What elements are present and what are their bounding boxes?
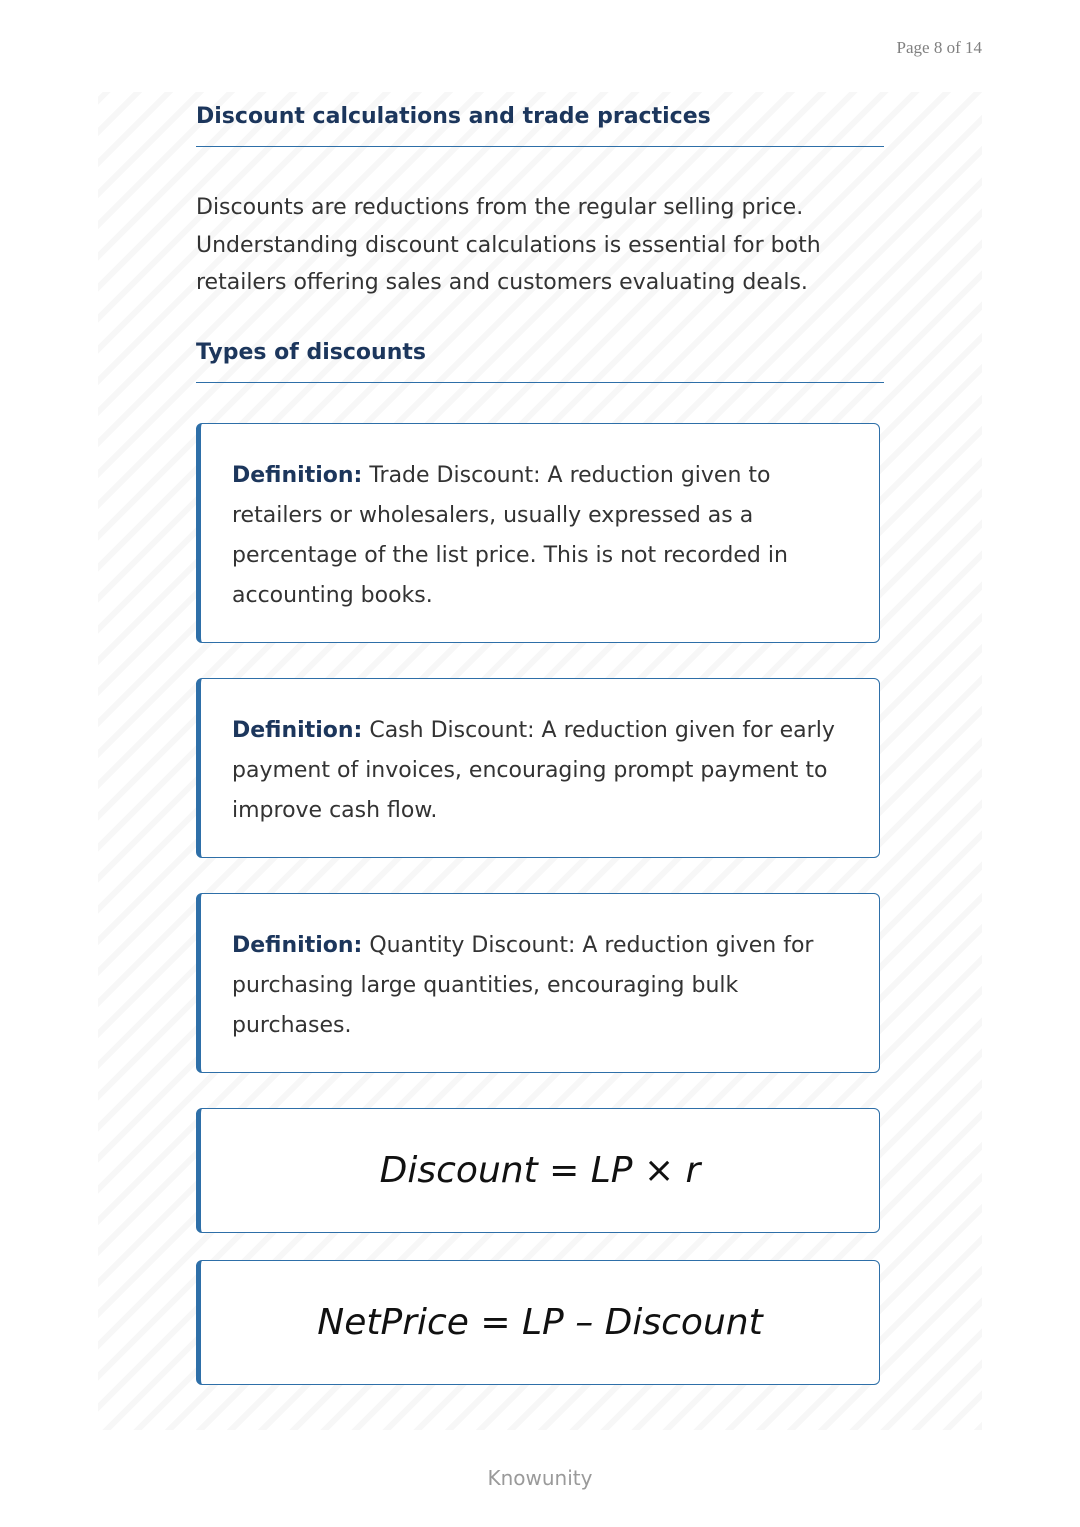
page-number: Page 8 of 14 — [896, 38, 982, 57]
intro-paragraph: Discounts are reductions from the regular selling price. Understanding discount calculations is essential for both retailers offering sales and customers evaluating deals. — [196, 195, 821, 295]
definition-body: Quantity Discount: A reduction given for purchasing large quantities, encouraging bulk purchases. — [232, 933, 814, 1038]
definition-text — [232, 926, 839, 1046]
definition-label: Definition: — [232, 933, 363, 958]
definition-box-cash-discount — [196, 678, 880, 858]
definition-body: Trade Discount: A reduction given to retailers or wholesalers, usually expressed as a percentage of the list price. This is not recorded in accounting books. — [232, 463, 788, 608]
definition-label: Definition: — [232, 463, 363, 488]
formula-discount: Discount = LP × r — [379, 1150, 701, 1191]
formula-box-net-price — [196, 1260, 880, 1385]
definition-box-trade-discount — [196, 423, 880, 643]
definition-label: Definition: — [232, 718, 363, 743]
definition-text — [232, 456, 839, 616]
section-heading-wrap — [196, 104, 884, 147]
definition-box-quantity-discount — [196, 893, 880, 1073]
subsection-heading-wrap — [196, 340, 884, 383]
formula-net-price: NetPrice = LP – Discount — [317, 1302, 763, 1343]
section-title: Discount calculations and trade practices — [196, 104, 884, 147]
content-area — [98, 92, 982, 1430]
definition-text — [232, 711, 839, 831]
subsection-title: Types of discounts — [196, 340, 884, 383]
footer-brand: Knowunity — [487, 1466, 593, 1490]
definition-body: Cash Discount: A reduction given for early payment of invoices, encouraging prompt payment to improve cash flow. — [232, 718, 835, 823]
formula-box-discount — [196, 1108, 880, 1233]
